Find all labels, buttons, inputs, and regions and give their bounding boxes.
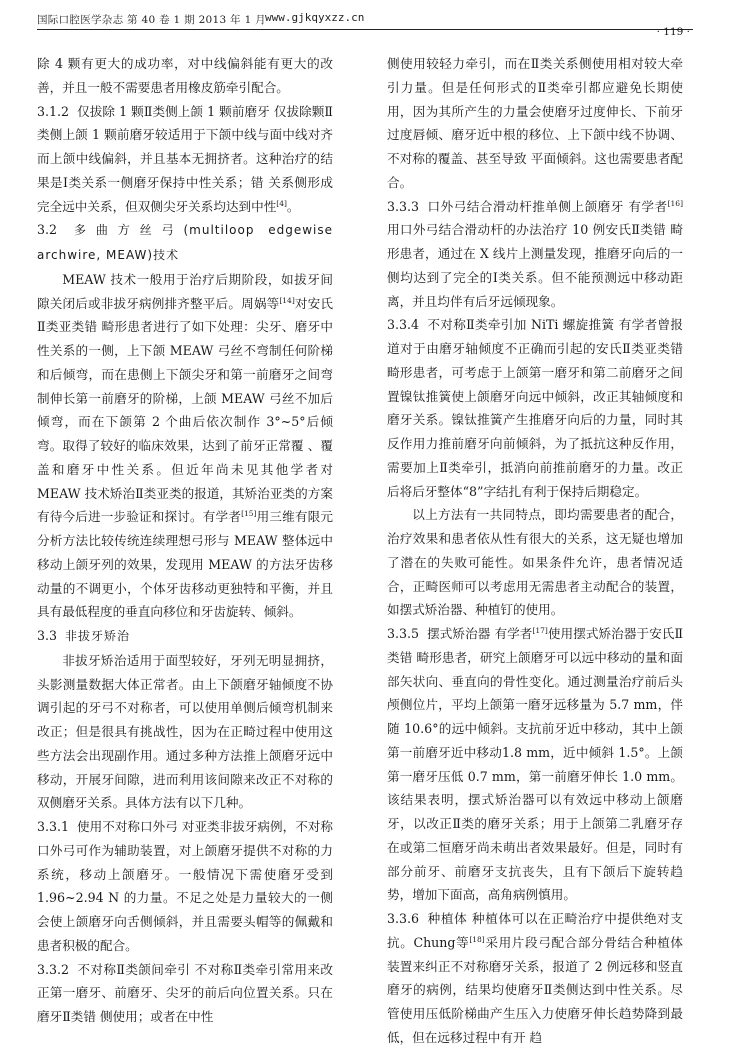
section-3-3-2	[37, 958, 333, 1029]
section-title: 种植体	[427, 911, 468, 926]
section-body: 种植体可以在正畸治疗中提供绝对支抗。Chung等	[387, 911, 683, 950]
section-3-3-5	[387, 622, 683, 907]
section-title: 非拔牙矫治	[65, 629, 131, 643]
journal-website: www.gjkqyxzz.cn	[265, 11, 365, 24]
paragraph: 除 4 颗有更大的成功率，对中线偏斜能有更大的改善，并且一般不需要患者用橡皮筋牵引配合。	[37, 56, 333, 95]
section-body: 用口外弓结合滑动杆的办法治疗 10 例安氏Ⅱ类错 畸形患者，通过在 X 线片上测量发现，推磨牙向后的一侧均达到了完全的Ⅰ类关系。但不能预测远中移动距离，并且均伴有后牙远倾现象。	[387, 222, 683, 309]
section-title: 使用不对称口外弓	[77, 819, 178, 834]
paragraph-summary: 以上方法有一共同特点，即均需要患者的配合，治疗效果和患者依从性有很大的关系，这无疑也增加了潜在的失败可能性。如果条件允许，患者情况适合，正畸医师可以考虑用无需患者主动配合的装置，如摆式矫治器、种植钉的使用。	[387, 507, 683, 618]
text: MEAW 技术一般用于治疗后期阶段，如拔牙间隙关闭后或非拔牙病例排齐整平后。周娲等	[37, 271, 333, 311]
text: 用三维有限元分析方法比较传统连续理想弓形与 MEAW 整体远中移动上颌牙列的效果，发现用 MEAW 的方法牙齿移动量的不调更小，个体牙齿移动更独特和平衡，并且具有最低程度的垂直向移位和牙齿旋转、倾斜。	[37, 509, 334, 620]
section-number: 3.1.2	[37, 103, 70, 119]
left-column	[37, 52, 333, 1029]
section-body: 采用片段弓配合部分骨结合种植体装置来纠正不对称磨牙关系，报道了 2 例远移和竖直磨牙的病例，结果均使磨牙Ⅱ类侧达到中性关系。尽管使用压低阶梯曲产生压入力使磨牙伸长趋势降到最低，但在远移过程中有开 趋	[387, 934, 683, 1045]
section-number: 3.3.2	[37, 961, 70, 977]
section-title: 不对称Ⅱ类牵引加 NiTi 螺旋推簧	[427, 317, 615, 333]
section-title: 仅拔除 1 颗Ⅱ类侧上颌 1 颗前磨牙	[77, 103, 270, 119]
section-number: 3.3.4	[387, 317, 420, 333]
citation: [14]	[279, 295, 295, 305]
header-rule	[37, 29, 693, 30]
citation: [15]	[241, 509, 257, 519]
section-title: 不对称Ⅱ类颌间牵引	[77, 961, 191, 977]
citation: [4]	[276, 198, 287, 208]
section-title: 摆式矫治器	[427, 626, 491, 641]
section-body: 有学者	[628, 198, 668, 214]
paragraph-non-extraction: 非拔牙矫治适用于面型较好，牙列无明显拥挤，头影测量数据大体正常者。由上下颌磨牙轴倾度不协调引起的牙弓不对称者，可以使用单侧后倾弯机制来改正；但是很具有挑战性，因为在正畸过程中使用这些方法会出现副作用。通过多种方法推上颌磨牙远中移动，开展牙间隙，进而利用该间隙来改正不对称的双侧磨牙关系。具体方法有以下几种。	[37, 652, 333, 811]
section-title: 多曲方丝弓(multiloop edgewise archwire, MEAW)技术	[37, 223, 333, 262]
paragraph-meaw	[37, 268, 333, 624]
section-body: 对亚类非拔牙病例，不对称口外弓可作为辅助装置，对上颌磨牙提供不对称的力系统，移动上颌磨牙。一般情况下需使磨牙受到 1.96~2.94 N 的力量。不足之处是力量较大的一侧会使上颌磨牙向舌侧倾斜，并且需要头帽等的佩戴和患者积极的配合。	[37, 819, 334, 953]
section-number: 3.3	[37, 628, 58, 643]
section-3-3-6	[387, 907, 683, 1050]
section-body: 使用摆式矫治器于安氏Ⅱ类错 畸形患者，研究上颌磨牙可以远中移动的量和面部矢状向、垂直向的骨性变化。通过测量治疗前后头颅侧位片，平均上颌第一磨牙远移量为 5.7 mm，伴随 10.6°的远中倾斜。支抗前牙近中移动，其中上颌第一前磨牙近中移动1.8 mm，近中倾斜 1.5°。上颌第一磨牙压低 0.7 mm，第一前磨牙伸长 1.0 mm。该结果表明，摆式矫治器可以有效远中移动上颌磨牙，以改正Ⅱ类的磨牙关系；用于上颌第二乳磨牙存在或第二恒磨牙尚未萌出者效果最好。但是，同时有部分前牙、前磨牙支抗丧失，且有下颌后下旋转趋势，增加下面高，高角病例慎用。	[387, 626, 684, 903]
section-body: 有学者曾报道对于由磨牙轴倾度不正确而引起的安氏Ⅱ类亚类错 畸形患者，可考虑于上颌第一磨牙和第二前磨牙之间置镍钛推簧使上颌磨牙向远中倾斜，改正其轴倾度和磨牙关系。镍钛推簧产生推磨牙向后的力量，同时其反作用力推前磨牙向前倾斜，为了抵抗这种反作用，需要加上Ⅱ类牵引，抵消向前推前磨牙的力量。改正后将后牙整体“8”字结扎有利于保持后期稳定。	[387, 317, 683, 499]
section-body: 仅拔除颗Ⅱ类侧上颌 1 颗前磨牙较适用于下颌中线与面中线对齐而上颌中线偏斜，并且基本无拥挤者。这种治疗的结果是Ⅰ类关系一侧磨牙保持中性关系；错 关系侧形成完全远中关系，但双侧尖牙关系均达到中性	[37, 103, 333, 214]
section-3-3-3	[387, 195, 683, 314]
section-title: 口外弓结合滑动杆推单侧上颌磨牙	[427, 198, 624, 214]
section-body: 有学者	[494, 626, 533, 641]
paragraph-continued: 侧使用较轻力牵引，而在Ⅱ类关系侧使用相对较大牵引力量。但是任何形式的Ⅱ类牵引都应避免长期使用，因为其所产生的力量会使磨牙过度伸长、下前牙过度唇倾、磨牙近中根的移位、上下颌中线不协调、不对称的覆盖、甚至导致 平面倾斜。这也需要患者配合。	[387, 56, 683, 190]
citation: [17]	[532, 626, 548, 635]
text: 对安氏Ⅱ类亚类错 畸形患者进行了如下处理：尖牙、磨牙中性关系的一侧，上下颌 MEAW 弓丝不弯制任何阶梯和后倾弯，而在患侧上下颌尖牙和第一前磨牙之间弯制伸长第一前磨牙的阶梯，上颌 MEAW 弓丝不加后倾弯，而在下颌第 2 个曲后依次制作 3°~5°后倾弯。取得了较好的临床效果，达到了前牙正常覆 、覆盖和磨牙中性关系。但近年尚未见其他学者对 MEAW 技术矫治Ⅱ类亚类的报道，其矫治亚类的方案有待今后进一步验证和探讨。有学者	[37, 295, 334, 525]
section-number: 3.3.3	[387, 198, 420, 214]
section-number: 3.3.5	[387, 626, 420, 641]
section-3-3-4	[387, 313, 683, 503]
section-3-3	[37, 624, 333, 649]
section-number: 3.3.1	[37, 819, 70, 834]
running-header	[37, 12, 693, 30]
section-3-2	[37, 218, 333, 268]
section-tail: 。	[286, 198, 300, 214]
citation: [18]	[469, 934, 485, 944]
page-number: · 119 ·	[656, 26, 690, 38]
section-body: 不对称Ⅱ类牵引常用来改正第一磨牙、前磨牙、尖牙的前后向位置关系。只在磨牙Ⅱ类错 侧使用；或者在中性	[37, 961, 333, 1024]
section-3-1-2	[37, 100, 333, 219]
section-3-3-1	[37, 815, 333, 958]
journal-info: 国际口腔医学杂志 第 40 卷 1 期 2013 年 1 月	[37, 14, 266, 26]
right-column	[387, 52, 683, 1050]
section-number: 3.3.6	[387, 911, 420, 926]
citation: [16]	[667, 198, 683, 208]
section-number: 3.2	[37, 222, 58, 238]
